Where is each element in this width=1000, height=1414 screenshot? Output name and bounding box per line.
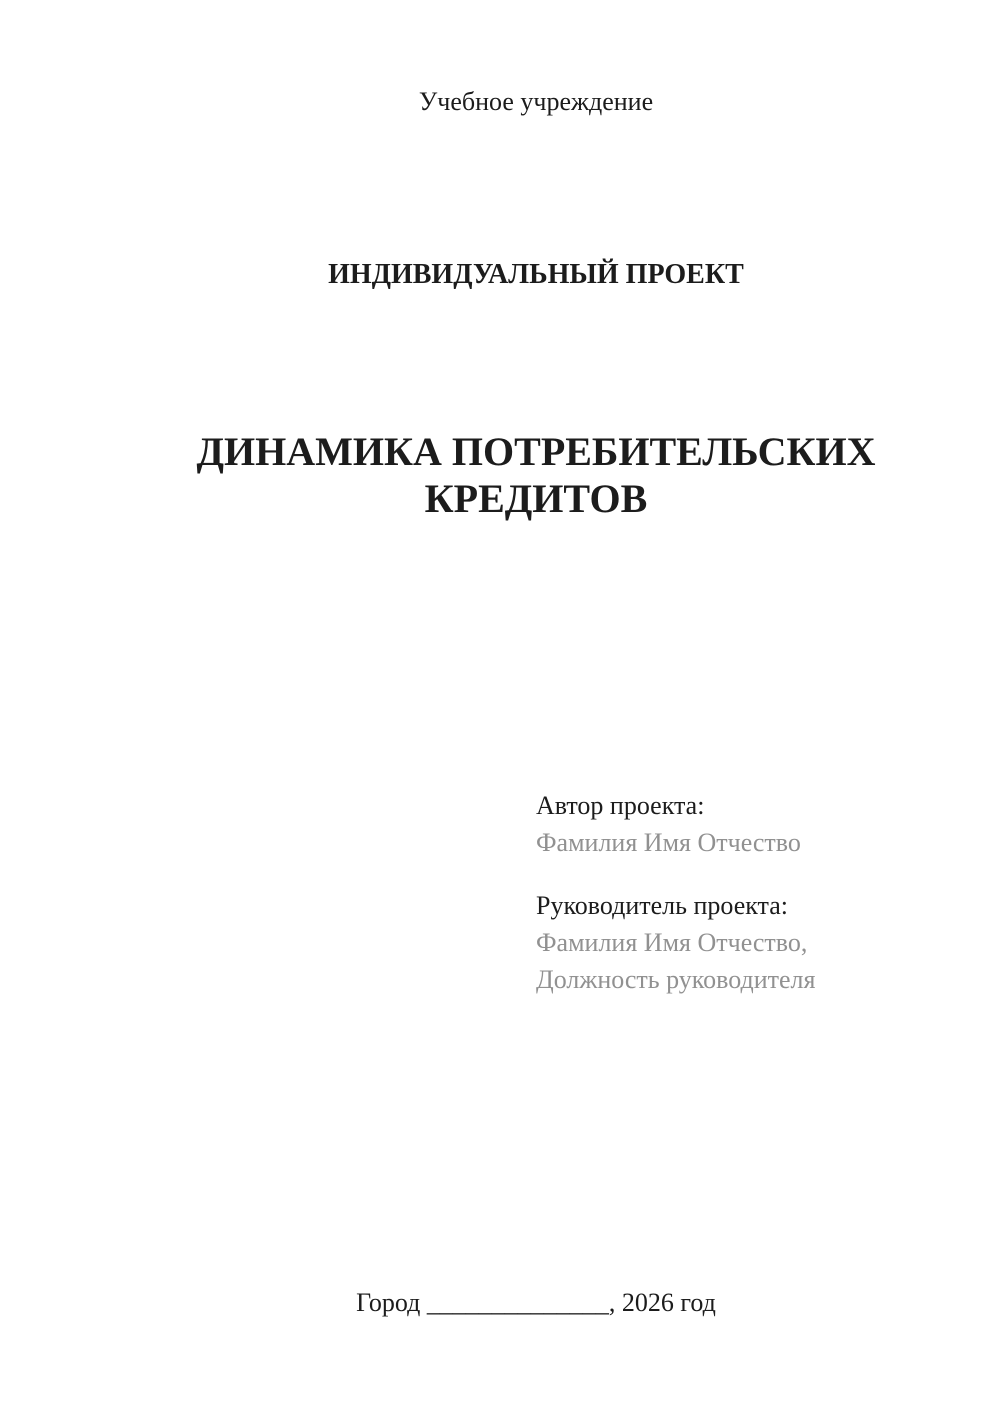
city-blank-line: ______________ <box>426 1288 609 1317</box>
author-name-placeholder: Фамилия Имя Отчество <box>536 828 801 857</box>
document-type-heading: ИНДИВИДУАЛЬНЫЙ ПРОЕКТ <box>328 259 744 290</box>
year-text: , 2026 год <box>608 1288 716 1317</box>
author-label: Автор проекта: <box>536 791 705 820</box>
project-title: ДИНАМИКА ПОТРЕБИТЕЛЬСКИХ КРЕДИТОВ <box>196 429 876 521</box>
supervisor-name-placeholder: Фамилия Имя Отчество, <box>536 928 808 957</box>
supervisor-label: Руководитель проекта: <box>536 891 789 920</box>
city-year-line <box>143 1286 929 1320</box>
supervisor-position-placeholder: Должность руководителя <box>536 965 816 994</box>
institution-name: Учебное учреждение <box>418 87 654 116</box>
supervisor-block <box>536 887 815 998</box>
author-block <box>536 787 815 861</box>
city-label: Город <box>356 1288 421 1317</box>
credits-block <box>536 787 815 998</box>
